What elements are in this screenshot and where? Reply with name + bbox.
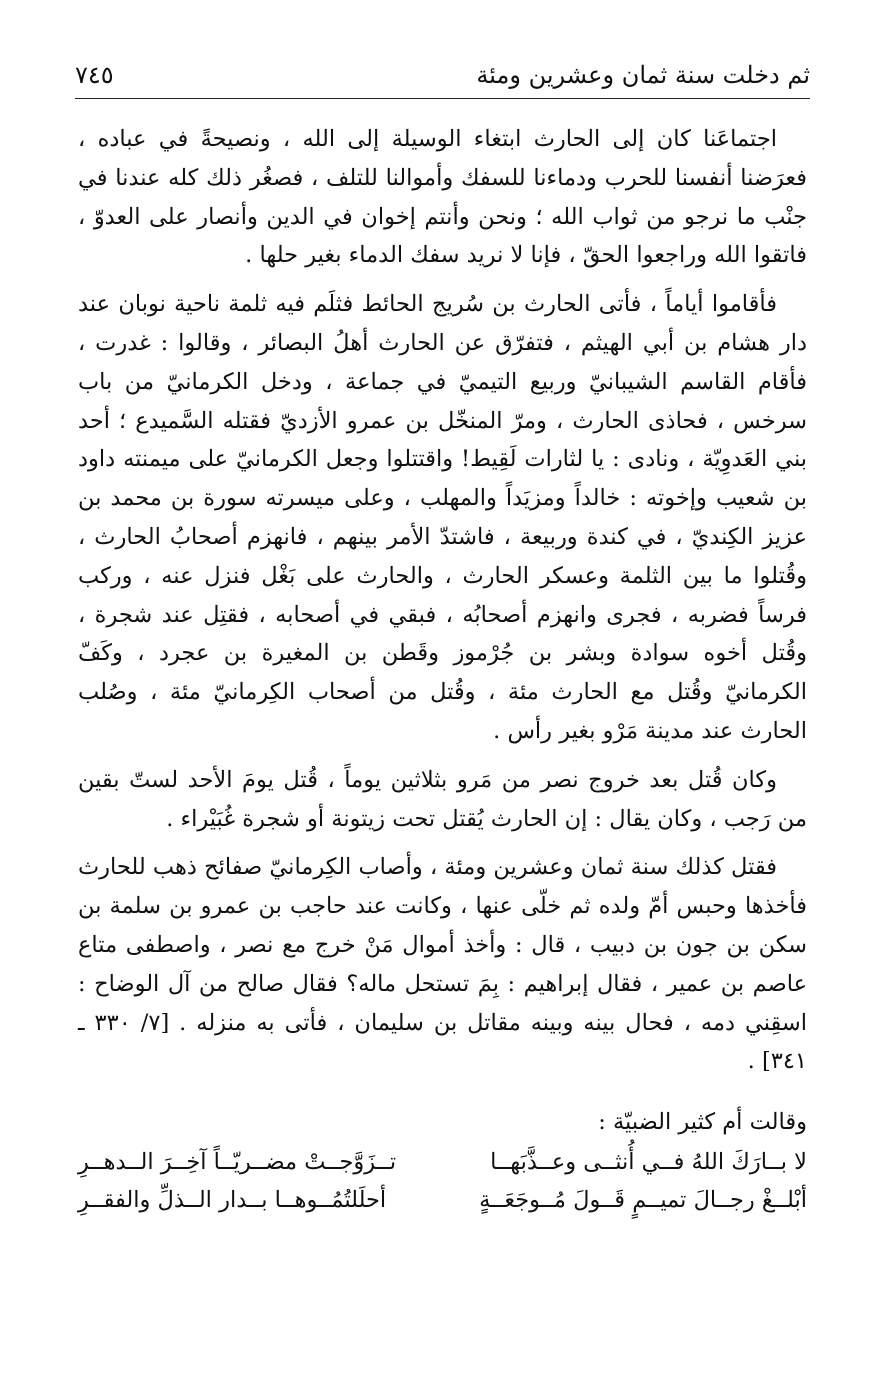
poem-verse-1 bbox=[78, 1143, 807, 1181]
page-body bbox=[78, 120, 807, 1219]
page-number: ٧٤٥ bbox=[75, 61, 114, 89]
verse-1-first-hemistich: لا بــارَكَ اللهُ فــي أُنثــى وعــذَّبَهــا bbox=[490, 1149, 807, 1176]
poem-intro: وقالت أم كثير الضبيّة : bbox=[598, 1109, 807, 1136]
running-title: ثم دخلت سنة ثمان وعشرين ومئة bbox=[476, 61, 810, 89]
paragraph-3: وكان قُتل بعد خروج نصر من مَرو بثلاثين يوماً ، قُتل يومَ الأحد لستّ بقين من رَجب ، وكان يقال : إن الحارث يُقتل تحت زيتونة أو شجرة غُبَيْراء . bbox=[78, 766, 807, 832]
verse-1-second-hemistich: تــزَوَّجــتْ مضــريّــاً آخِــرَ الــدهــرِ bbox=[78, 1149, 397, 1176]
paragraph-4: فقتل كذلك سنة ثمان وعشرين ومئة ، وأصاب الكِرمانيّ صفائح ذهب للحارث فأخذها وحبس أمّ ولده ثم خلّى عنها ، وكانت عند حاجب بن عمرو بن سلمة بن سكن بن جون بن دبيب ، قال : وأخذ أموال مَنْ خرج مع نصر ، واصطفى متاع عاصم بن عمير ، فقال إبراهيم : بِمَ تستحل ماله؟ فقال صالح من آل الوضاح : اسقِني دمه ، فحال بينه وبينه مقاتل بن سليمان ، فأتى به منزله . [٧/ ٣٣٠ ـ ٣٤١] . bbox=[78, 854, 808, 1075]
verse-2-first-hemistich: أبْلــغْ رجــالَ تميــمٍ قَــولَ مُــوجَعَــةٍ bbox=[479, 1187, 807, 1214]
poem-verse-2 bbox=[78, 1181, 807, 1219]
paragraph-1: اجتماعَنا كان إلى الحارث ابتغاء الوسيلة إلى الله ، ونصيحةً في عباده ، فعرَضنا أنفسنا للحرب ودماءنا للسفك وأموالنا للتلف ، فصغُر ذلك كله عندنا في جنْب ما نرجو من ثواب الله ؛ ونحن وأنتم إخوان في الدين وأنصار على العدوّ ، فاتقوا الله وراجعوا الحقّ ، فإنا لا نريد سفك الدماء بغير حلها . bbox=[78, 126, 807, 269]
verse-2-second-hemistich: أحلَلتُمُــوهــا بــدار الــذلِّ والفقــرِ bbox=[78, 1187, 387, 1214]
page-header bbox=[75, 58, 810, 99]
paragraph-2: فأقاموا أياماً ، فأتى الحارث بن سُريج الحائط فثلَم فيه ثلمة ناحية نوبان عند دار هشام بن أبي الهيثم ، فتفرّق عن الحارث أهلُ البصائر ، وقالوا : غدرت ، فأقام القاسم الشيبانيّ وربيع التيميّ في جماعة ، ودخل الكرمانيّ من باب سرخس ، فحاذى الحارث ، ومرّ المنخّل بن عمرو الأزديّ فقتله السَّميدع ؛ أحد بني العَدوِيّة ، ونادى : يا لثارات لَقِيط! واقتتلوا وجعل الكرمانيّ على ميمنته داود بن شعيب وإخوته : خالداً ومزيَداً والمهلب ، وعلى ميسرته سورة بن محمد بن عزيز الكِنديّ ، في كندة وربيعة ، فاشتدّ الأمر بينهم ، فانهزم أصحابُ الحارث ، وقُتلوا ما بين الثلمة وعسكر الحارث ، والحارث على بَغْل فنزل عنه ، وركب فرساً فضربه ، فجرى وانهزم أصحابُه ، فبقي في أصحابه ، فقتِل عند شجرة ، وقُتل أخوه سوادة وبشر بن جُرْموز وقَطن بن المغيرة بن عجرد ، وكَفّ الكرمانيّ وقُتل مع الحارث مئة ، وقُتل من أصحاب الكِرمانيّ مئة ، وصُلب الحارث عند مدينة مَرْو بغير رأس . bbox=[78, 291, 807, 744]
